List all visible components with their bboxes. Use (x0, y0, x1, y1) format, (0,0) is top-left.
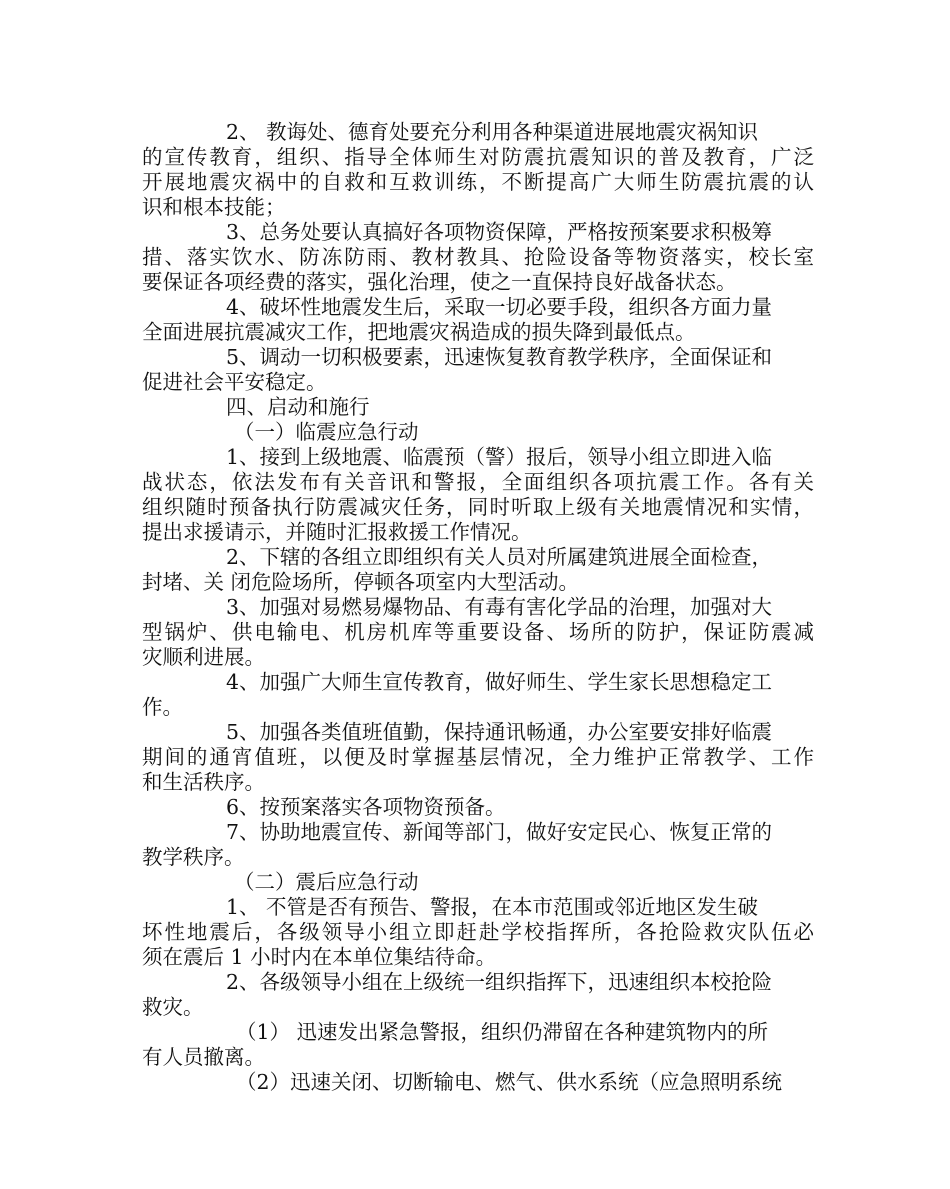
text-line: 组织随时预备执行防震减灾任务，同时听取上级有关地震情况和实情， (142, 495, 814, 519)
text-line: 促进社会平安稳定。 (142, 370, 327, 394)
text-line: 措、落实饮水、防冻防雨、教材教具、抢险设备等物资落实，校长室 (142, 245, 814, 269)
text-line: 1、 不管是否有预告、警报，在本市范围或邻近地区发生破 (226, 895, 759, 919)
text-line: 要保证各项经费的落实，强化治理，使之一直保持良好战备状态。 (142, 270, 737, 294)
text-line: 的宣传教育，组织、指导全体师生对防震抗震知识的普及教育，广泛 (142, 145, 814, 169)
text-line: （1） 迅速发出紧急警报，组织仍滞留在各种建筑物内的所 (236, 1020, 769, 1044)
text-line: 7、协助地震宣传、新闻等部门，做好安定民心、恢复正常的 (226, 820, 773, 844)
text-line: 提出求援请示，并随时汇报救援工作情况。 (142, 520, 532, 544)
text-line: 6、按预案落实各项物资预备。 (226, 795, 506, 819)
text-line: 期间的通宵值班，以便及时掌握基层情况，全力维护正常教学、工作 (142, 745, 814, 769)
text-line: 教学秩序。 (142, 845, 245, 869)
text-line: 1、接到上级地震、临震预（警）报后，领导小组立即进入临 (226, 445, 773, 469)
text-line: 须在震后 1 小时内在本单位集结待命。 (142, 945, 497, 969)
text-line: （2）迅速关闭、切断输电、燃气、供水系统（应急照明系统 (236, 1070, 783, 1094)
text-line: 3、总务处要认真搞好各项物资保障，严格按预案要求积极筹 (226, 220, 773, 244)
text-line: 封堵、关 闭危险场所，停顿各项室内大型活动。 (142, 570, 580, 594)
text-line: 2、各级领导小组在上级统一组织指挥下，迅速组织本校抢险 (226, 970, 773, 994)
subsection-heading: （二）震后应急行动 (234, 870, 419, 894)
text-line: 识和根本技能； (142, 195, 286, 219)
text-line: 灾顺利进展。 (142, 645, 265, 669)
text-line: 坏性地震后，各级领导小组立即赶赴学校指挥所，各抢险救灾队伍必 (142, 920, 814, 944)
text-line: 5、调动一切积极要素，迅速恢复教育教学秩序，全面保证和 (226, 345, 773, 369)
text-line: 救灾。 (142, 995, 204, 1019)
text-line: 开展地震灾祸中的自救和互救训练，不断提高广大师生防震抗震的认 (142, 170, 814, 194)
section-heading: 四、启动和施行 (226, 395, 370, 419)
text-line: 全面进展抗震减灾工作，把地震灾祸造成的损失降到最低点。 (142, 320, 696, 344)
text-line: 有人员撤离。 (142, 1045, 265, 1069)
text-line: 3、加强对易燃易爆物品、有毒有害化学品的治理，加强对大 (226, 595, 773, 619)
subsection-heading: （一）临震应急行动 (234, 420, 419, 444)
text-line: 2、 教诲处、德育处要充分利用各种渠道进展地震灾祸知识 (226, 120, 759, 144)
text-line: 作。 (142, 695, 183, 719)
text-line: 和生活秩序。 (142, 770, 265, 794)
text-line: 4、加强广大师生宣传教育，做好师生、学生家长思想稳定工 (226, 670, 773, 694)
text-line: 2、下辖的各组立即组织有关人员对所属建筑进展全面检查， (226, 545, 773, 569)
text-line: 战状态，依法发布有关音讯和警报，全面组织各项抗震工作。各有关 (142, 470, 814, 494)
document-body (142, 120, 814, 1095)
text-line: 4、破坏性地震发生后，采取一切必要手段，组织各方面力量 (226, 295, 773, 319)
text-line: 型锅炉、供电输电、机房机库等重要设备、场所的防护，保证防震减 (142, 620, 814, 644)
text-line: 5、加强各类值班值勤，保持通讯畅通，办公室要安排好临震 (226, 720, 773, 744)
